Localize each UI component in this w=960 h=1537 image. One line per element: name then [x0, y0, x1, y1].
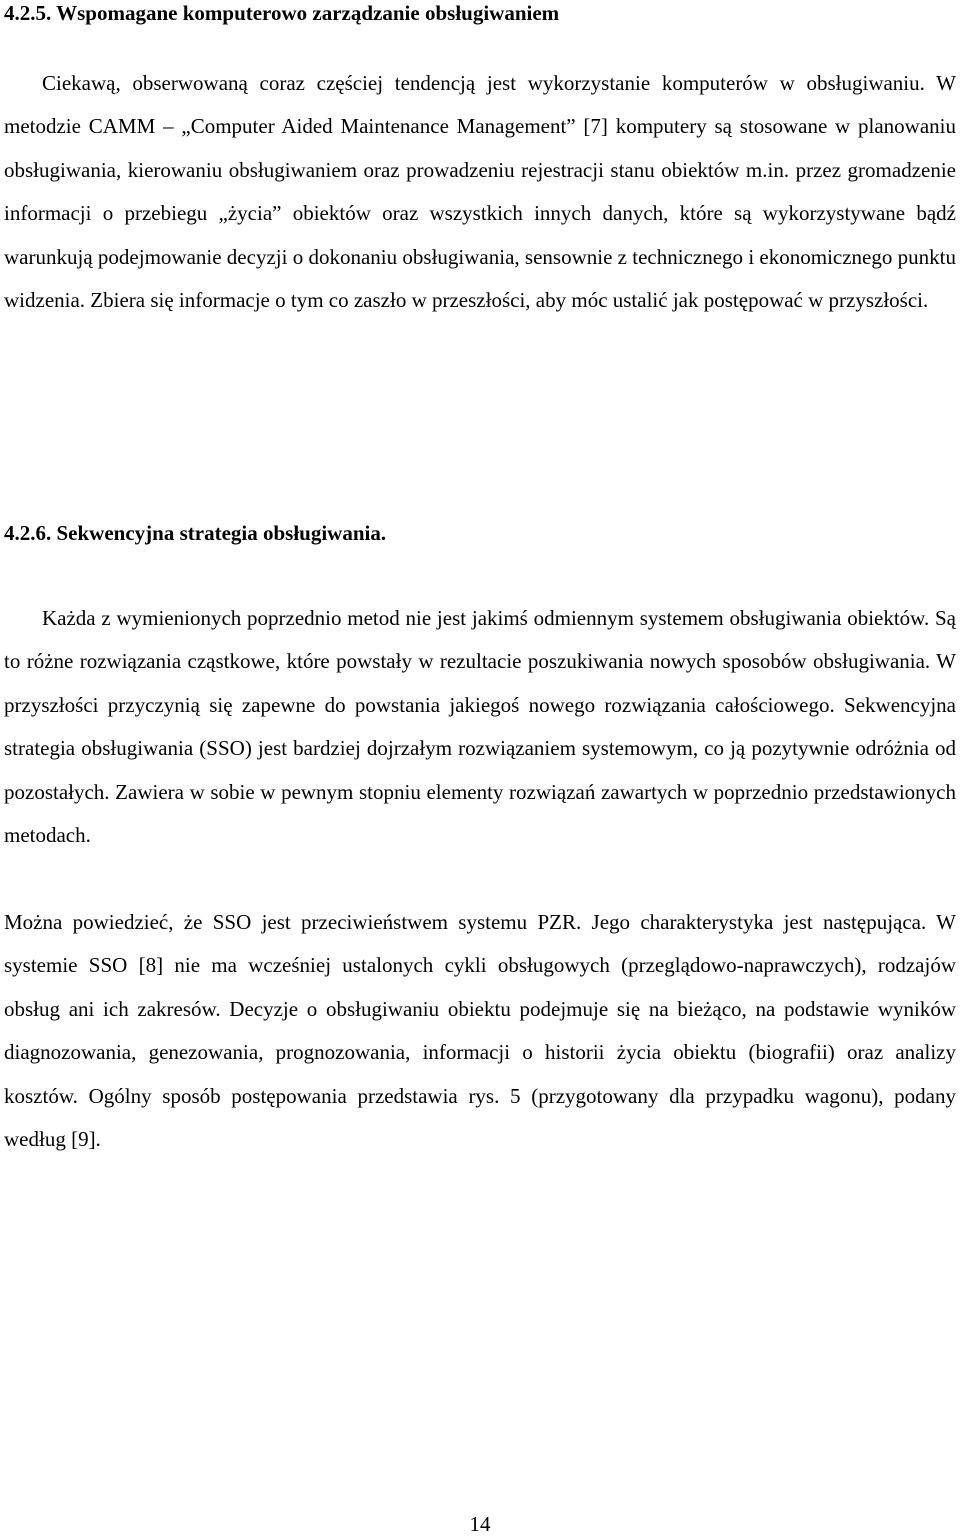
section-paragraph-1: Każda z wymienionych poprzednio metod nie jest jakimś odmiennym systemem obsługiwania obiektów. Są to różne rozwiązania cząstkowe, które powstały w rezultacie poszukiwania nowych sposobów obsługiwania. W przyszłości przyczynią się zapewne do powstania jakiegoś nowego rozwiązania całościowego. Sekwencyjna strategia obsługiwania (SSO) jest bardziej dojrzałym rozwiązaniem systemowym, co ją pozytywnie odróżnia od pozostałych. Zawiera w sobie w pewnym stopniu elementy rozwiązań zawartych w poprzednio przedstawionych metodach. [4, 606, 956, 848]
document-page [4, 0, 956, 1537]
section-heading: 4.2.5. Wspomagane komputerowo zarządzanie obsługiwaniem [4, 1, 560, 25]
section-paragraph-2: Można powiedzieć, że SSO jest przeciwieństwem systemu PZR. Jego charakterystyka jest następująca. W systemie SSO [8] nie ma wcześniej ustalonych cykli obsługowych (przeglądowo-naprawczych), rodzajów obsług ani ich zakresów. Decyzje o obsługiwaniu obiektu podejmuje się na bieżąco, na podstawie wyników diagnozowania, genezowania, prognozowania, informacji o historii życia obiektu (biografii) oraz analizy kosztów. Ogólny sposób postępowania przedstawia rys. 5 (przygotowany dla przypadku wagonu), podany według [9]. [4, 910, 956, 1152]
section-4-2-6 [4, 520, 956, 1152]
section-paragraph: Ciekawą, obserwowaną coraz częściej tendencją jest wykorzystanie komputerów w obsługiwaniu. W metodzie CAMM – „Computer Aided Maintenance Management” [7] komputery są stosowane w planowaniu obsługiwania, kierowaniu obsługiwaniem oraz prowadzeniu rejestracji stanu obiektów m.in. przez gromadzenie informacji o przebiegu „życia” obiektów oraz wszystkich innych danych, które są wykorzystywane bądź warunkują podejmowanie decyzji o dokonaniu obsługiwania, sensownie z technicznego i ekonomicznego punktu widzenia. Zbiera się informacje o tym co zaszło w przeszłości, aby móc ustalić jak postępować w przyszłości. [4, 71, 956, 313]
section-heading: 4.2.6. Sekwencyjna strategia obsługiwania. [4, 521, 387, 545]
page-number: 14 [469, 1512, 491, 1536]
section-4-2-5 [4, 0, 956, 313]
